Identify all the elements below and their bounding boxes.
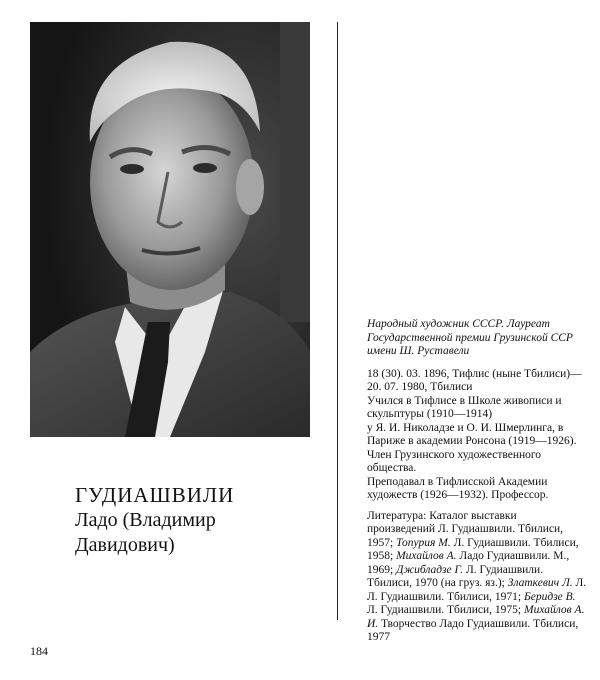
- literature-text: Л. Л. Гудиашвили. Тбилиси, 1971;: [367, 577, 587, 603]
- literature-author: Михайлов А. И.: [367, 604, 585, 630]
- biography-caption: [367, 318, 587, 645]
- literature-text: Л. Гудиашвили. Тбилиси, 1958;: [367, 536, 579, 562]
- literature-text: Ладо Гудиашвили. М., 1969;: [367, 550, 570, 576]
- given-name-line-1: Ладо (Владимир: [75, 509, 216, 531]
- honorary-title: Народный художник СССР. Лауреат Государственной премии Грузинской ССР имени Ш. Руставели: [367, 318, 573, 357]
- literature-list: [367, 510, 587, 645]
- literature-author: Джибладзе Г.: [396, 563, 464, 576]
- name-block: [75, 482, 325, 558]
- literature-text: Л. Гудиашвили. Тбилиси, 1970 (на груз. яз.);: [367, 563, 544, 589]
- surname: ГУДИАШВИЛИ: [75, 483, 235, 507]
- column-divider: [337, 22, 338, 620]
- literature-text: Л. Гудиашвили. Тбилиси, 1975;: [367, 604, 524, 616]
- page-number: 184: [30, 644, 48, 658]
- literature-author: Михайлов А.: [396, 550, 457, 562]
- portrait-icon: [30, 22, 310, 437]
- literature-author: Беридзе В.: [523, 590, 576, 603]
- literature-author: Златкевич Л.: [507, 577, 573, 589]
- literature-text: Литература: Каталог выставки произведений Л. Гудиашвили. Тбилиси, 1957;: [367, 509, 563, 549]
- portrait-photo: [30, 22, 310, 437]
- biography-text: 18 (30). 03. 1896, Тифлис (ныне Тбилиси)—20. 07. 1980, Тбилиси Учился в Тифлисе в Школе живописи и скульптуры (1910—1914) у Я. И. Николадзе и О. И. Шмерлинга, в Париже в академии Ронсона (1919—1926). Член Грузинского художественного общества. Преподавал в Тифлисской Академии художеств (1926—1932). Профессор.: [367, 367, 582, 501]
- literature-text: Творчество Ладо Гудиашвили. Тбилиси, 1977: [367, 617, 579, 643]
- given-name-line-2: Давидович): [75, 534, 175, 556]
- literature-author: Топурия М.: [396, 536, 451, 549]
